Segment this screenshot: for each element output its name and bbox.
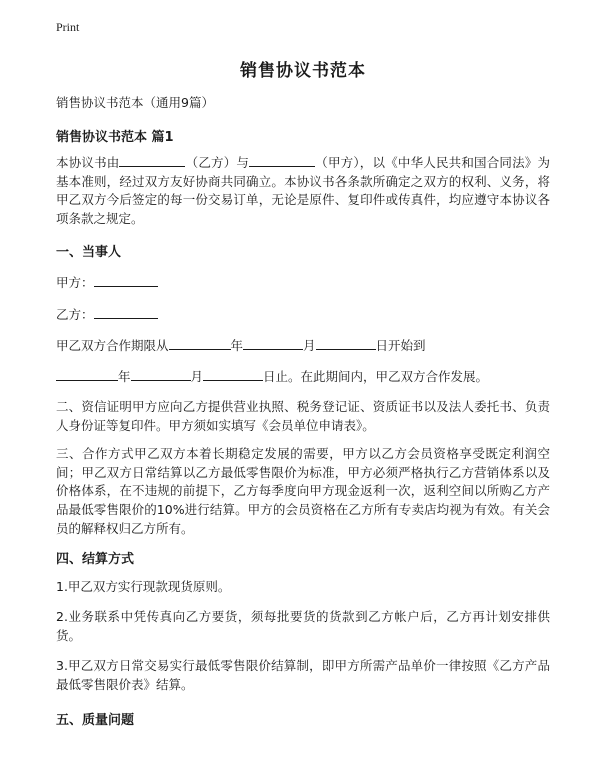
party-a-line — [56, 273, 158, 291]
end-year-label: 年 — [118, 369, 131, 384]
period-line-2 — [56, 367, 488, 385]
end-day-blank — [203, 367, 263, 381]
party-b-label: 乙方： — [56, 307, 94, 322]
start-month-blank — [243, 336, 303, 350]
party-a-blank — [94, 273, 158, 287]
buyer-blank — [249, 153, 315, 167]
section-settlement-heading: 四、结算方式 — [56, 552, 135, 567]
settlement-item-2: 2.业务联系中凭传真向乙方要货，须每批要货的货款到乙方帐户后，乙方再计划安排供货。 — [56, 609, 550, 643]
start-year-blank — [169, 336, 231, 350]
start-day-blank — [316, 336, 376, 350]
party-b-blank — [94, 305, 158, 319]
start-day-label: 日开始到 — [375, 338, 426, 353]
party-b-line — [56, 305, 158, 323]
start-month-label: 月 — [303, 338, 316, 353]
intro-text-b: （乙方）与 — [185, 155, 250, 170]
part-heading: 销售协议书范本 篇1 — [56, 130, 174, 145]
settlement-item-3: 3.甲乙双方日常交易实行最低零售限价结算制，即甲方所需产品单价一律按照《乙方产品最低零售限价表》结算。 — [56, 658, 550, 692]
end-day-label: 日止。在此期间内，甲乙双方合作发展。 — [263, 369, 489, 384]
party-a-label: 甲方： — [56, 275, 94, 290]
start-year-label: 年 — [230, 338, 244, 353]
section-parties-heading: 一、当事人 — [56, 245, 122, 260]
document-subtitle: 销售协议书范本（通用9篇） — [56, 95, 214, 110]
period-start-label: 甲乙双方合作期限从 — [56, 338, 169, 353]
end-month-blank — [131, 367, 191, 381]
section-quality-heading: 五、质量问题 — [56, 713, 135, 728]
print-link[interactable]: Print — [56, 20, 80, 34]
section-credentials-paragraph: 二、资信证明甲方应向乙方提供营业执照、税务登记证、资质证书以及法人委托书、负责人身份证等复印件。甲方须如实填写《会员单位申请表》。 — [56, 399, 550, 433]
period-line-1 — [56, 336, 426, 354]
settlement-item-1: 1.甲乙双方实行现款现货原则。 — [56, 579, 231, 594]
intro-text-a: 本协议书由 — [56, 155, 120, 170]
intro-text-c: （甲方），以《中华人民共和国合同法》为基本准则，经过双方友好协商共同确立。本协议书各条款所确定之双方的权利、义务，将甲乙双方今后签定的每一份交易订单，无论是原件、复印件或传真件，均应遵守本协议各项条款之规定。 — [56, 155, 550, 227]
end-year-blank — [56, 367, 118, 381]
end-month-label: 月 — [190, 369, 204, 384]
section-cooperation-paragraph: 三、合作方式甲乙双方本着长期稳定发展的需要，甲方以乙方会员资格享受既定利润空间；甲乙双方日常结算以乙方最低零售限价为标准，甲方必须严格执行乙方营销体系以及价格体系，在不违规的前提下，乙方每季度向甲方现金返利一次，返利空间以所购乙方产品最低零售限价的10%进行结算。甲方的会员资格在乙方所有专卖店均视为有效。有关会员的解释权归乙方所有。 — [56, 446, 550, 536]
document-title: 销售协议书范本 — [240, 61, 366, 81]
supplier-blank — [119, 153, 185, 167]
intro-paragraph — [56, 153, 550, 229]
